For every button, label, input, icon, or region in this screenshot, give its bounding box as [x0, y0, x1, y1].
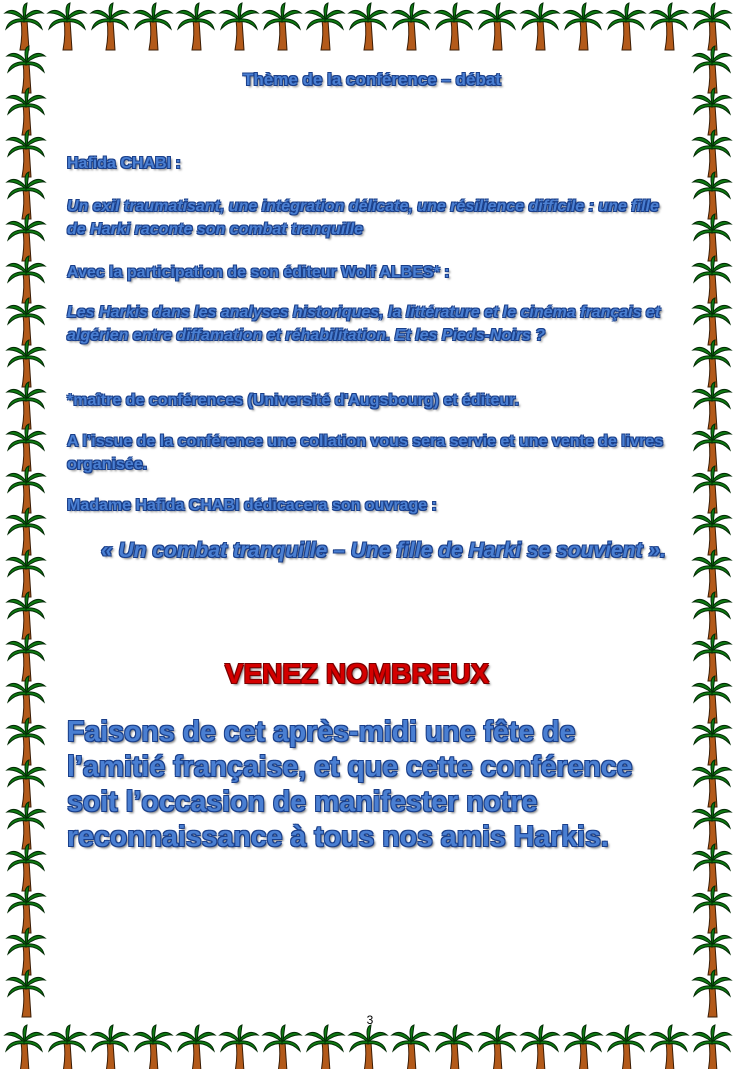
palm-tree-icon [7, 508, 45, 555]
palm-tree-icon [521, 3, 559, 50]
palm-tree-icon [7, 88, 45, 135]
speaker-heading: Hafida CHABI : [67, 155, 181, 172]
palm-tree-icon [693, 760, 731, 807]
palm-tree-icon [7, 802, 45, 849]
palm-tree-icon [7, 46, 45, 93]
palm-tree-icon [693, 214, 731, 261]
palm-tree-icon [349, 3, 387, 50]
palm-tree-icon [7, 760, 45, 807]
palm-tree-icon [693, 928, 731, 975]
conference-title: Thème de la conférence – débat [243, 70, 501, 89]
palm-tree-icon [607, 1025, 645, 1069]
palm-tree-icon [7, 718, 45, 765]
palm-tree-icon [435, 1025, 473, 1069]
palm-tree-icon [607, 3, 645, 50]
palm-tree-icon [220, 3, 258, 50]
palm-tree-icon [7, 424, 45, 471]
palm-tree-icon [7, 466, 45, 513]
palm-tree-icon [177, 3, 215, 50]
palm-tree-icon [693, 88, 731, 135]
palm-tree-icon [693, 256, 731, 303]
book-title-text: « Un combat tranquille – Une fille de Harki se souvient ». [101, 539, 666, 562]
palm-tree-icon [263, 3, 301, 50]
palm-tree-icon [693, 424, 731, 471]
speaker-topic: Un exil traumatisant, une intégration délicate, une résilience difficile : une fille de Harki raconte son combat tranquille [67, 198, 659, 238]
palm-tree-icon [435, 3, 473, 50]
palm-tree-icon [693, 172, 731, 219]
palm-tree-icon [48, 1025, 86, 1069]
palm-tree-icon [564, 1025, 602, 1069]
editor-footnote: *maître de conférences (Université d'Augsbourg) et éditeur. [67, 392, 519, 409]
palm-tree-icon [693, 886, 731, 933]
call-to-action: VENEZ NOMBREUX [224, 658, 490, 689]
palm-tree-icon [91, 1025, 129, 1069]
palm-tree-icon [693, 844, 731, 891]
dedication-notice: Madame Hafida CHABI dédicacera son ouvrage : [67, 497, 437, 514]
palm-tree-icon [306, 3, 344, 50]
palm-tree-icon [693, 130, 731, 177]
palm-tree-icon [306, 1025, 344, 1069]
palm-tree-icon [7, 256, 45, 303]
editor-topic: Les Harkis dans les analyses historiques, la littérature et le cinéma français et algérien entre diffamation et réhabilitation. Et les Pieds-Noirs ? [67, 304, 661, 344]
palm-tree-icon [7, 298, 45, 345]
palm-tree-icon [693, 802, 731, 849]
palm-tree-icon [521, 1025, 559, 1069]
palm-tree-icon [7, 844, 45, 891]
palm-tree-icon [7, 382, 45, 429]
palm-tree-icon [7, 928, 45, 975]
palm-tree-icon [7, 340, 45, 387]
editor-heading: Avec la participation de son éditeur Wolf ALBES* : [67, 264, 450, 281]
palm-tree-icon [693, 46, 731, 93]
palm-tree-icon [478, 3, 516, 50]
palm-tree-icon [693, 718, 731, 765]
collation-notice: A l’issue de la conférence une collation vous sera servie et une vente de livres organisée. [67, 433, 664, 473]
palm-tree-icon [478, 1025, 516, 1069]
palm-tree-icon [693, 592, 731, 639]
palm-tree-icon [220, 1025, 258, 1069]
book-title [67, 537, 667, 565]
palm-tree-icon [693, 340, 731, 387]
palm-tree-icon [693, 676, 731, 723]
palm-tree-icon [7, 550, 45, 597]
closing-message: Faisons de cet après-midi une fête de l’amitié française, et que cette conférence soit l’occasion de manifester notre reconnaissance à tous nos amis Harkis. [67, 716, 633, 853]
palm-tree-icon [7, 970, 45, 1017]
palm-tree-icon [693, 550, 731, 597]
palm-tree-icon [693, 466, 731, 513]
palm-tree-icon [7, 592, 45, 639]
palm-tree-icon [564, 3, 602, 50]
palm-tree-icon [392, 3, 430, 50]
palm-tree-icon [693, 3, 731, 50]
palm-tree-icon [7, 886, 45, 933]
palm-tree-icon [134, 3, 172, 50]
palm-tree-icon [650, 3, 688, 50]
page-number: 3 [366, 1013, 374, 1027]
palm-tree-icon [693, 970, 731, 1017]
palm-tree-icon [693, 508, 731, 555]
palm-tree-icon [693, 634, 731, 681]
palm-tree-icon [5, 3, 43, 50]
palm-tree-icon [7, 130, 45, 177]
palm-tree-icon [7, 172, 45, 219]
palm-tree-icon [177, 1025, 215, 1069]
palm-tree-icon [263, 1025, 301, 1069]
palm-tree-icon [392, 1025, 430, 1069]
palm-tree-icon [134, 1025, 172, 1069]
palm-tree-icon [7, 676, 45, 723]
palm-tree-icon [5, 1025, 43, 1069]
palm-tree-icon [693, 298, 731, 345]
palm-tree-icon [48, 3, 86, 50]
palm-tree-icon [693, 382, 731, 429]
palm-tree-icon [349, 1025, 387, 1069]
palm-tree-icon [91, 3, 129, 50]
palm-tree-icon [650, 1025, 688, 1069]
palm-tree-icon [7, 214, 45, 261]
palm-tree-icon [693, 1025, 731, 1069]
palm-tree-icon [7, 634, 45, 681]
